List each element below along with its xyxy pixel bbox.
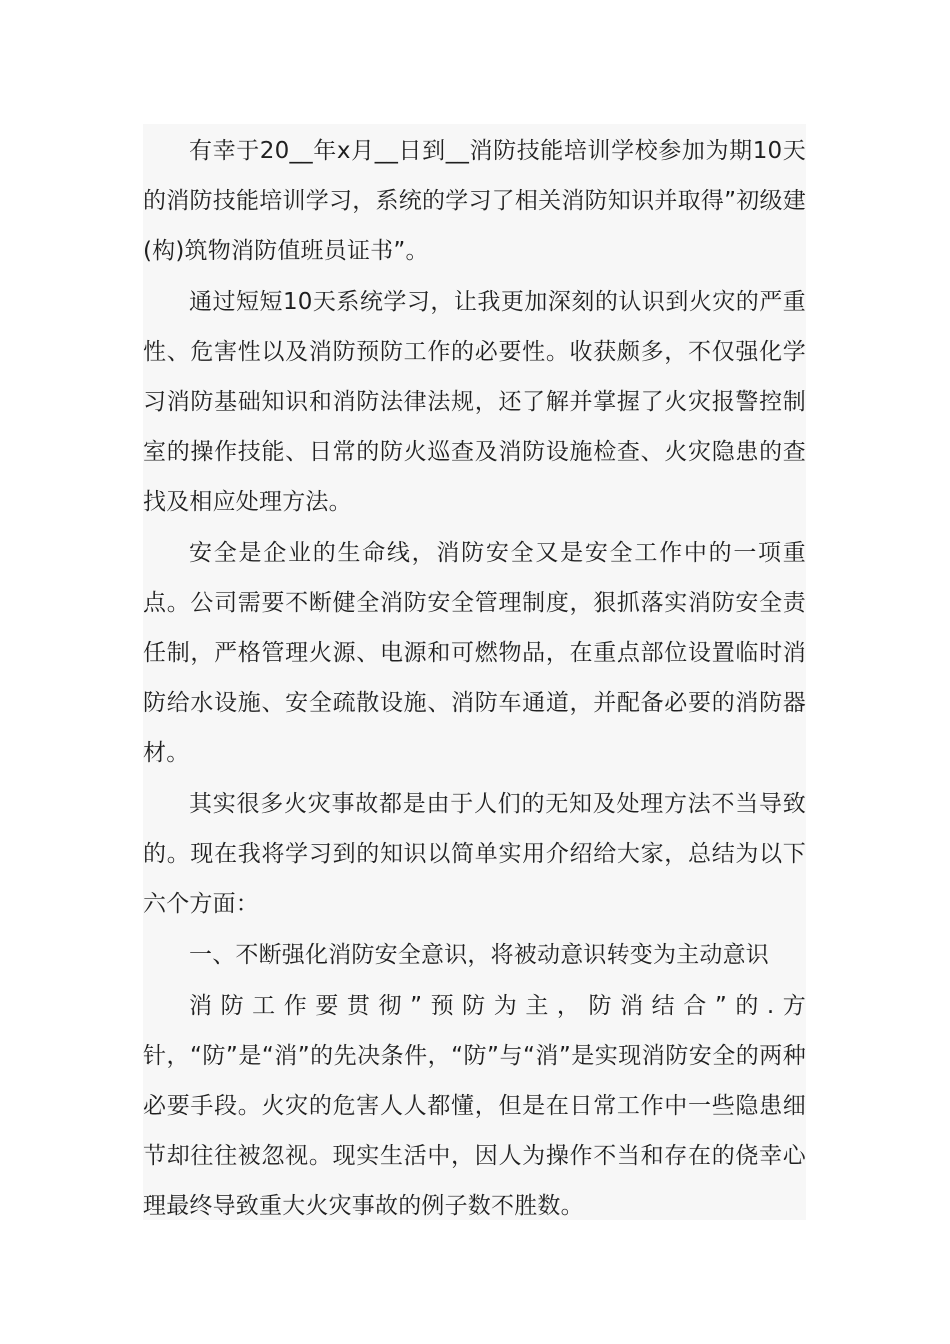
paragraph-5: 消防工作要贯彻”预防为主，防消结合”的.方针，“防”是“消”的先决条件，“防”与“消”是实现消防安全的两种必要手段。火灾的危害人人都懂，但是在日常工作中一些隐患细节却往往被忽视。现实生活中，因人为操作不当和存在的侥幸心理最终导致重大火灾事故的例子数不胜数。	[143, 993, 806, 1219]
paragraph-1: 有幸于20__年x月__日到__消防技能培训学校参加为期10天的消防技能培训学习，系统的学习了相关消防知识并取得”初级建(构)筑物消防值班员证书”。	[143, 138, 806, 264]
paragraph-2: 通过短短10天系统学习，让我更加深刻的认识到火灾的严重性、危害性以及消防预防工作的必要性。收获颇多，不仅强化学习消防基础知识和消防法律法规，还了解并掌握了火灾报警控制室的操作技能、日常的防火巡查及消防设施检查、火灾隐患的查找及相应处理方法。	[143, 289, 806, 515]
paragraph-3: 安全是企业的生命线，消防安全又是安全工作中的一项重点。公司需要不断健全消防安全管理制度，狠抓落实消防安全责任制，严格管理火源、电源和可燃物品，在重点部位设置临时消防给水设施、安全疏散设施、消防车通道，并配备必要的消防器材。	[143, 540, 806, 766]
document-body	[143, 124, 806, 1220]
section-heading-1: 一、不断强化消防安全意识，将被动意识转变为主动意识	[189, 942, 769, 968]
paragraph-4: 其实很多火灾事故都是由于人们的无知及处理方法不当导致的。现在我将学习到的知识以简单实用介绍给大家，总结为以下六个方面：	[143, 791, 806, 917]
